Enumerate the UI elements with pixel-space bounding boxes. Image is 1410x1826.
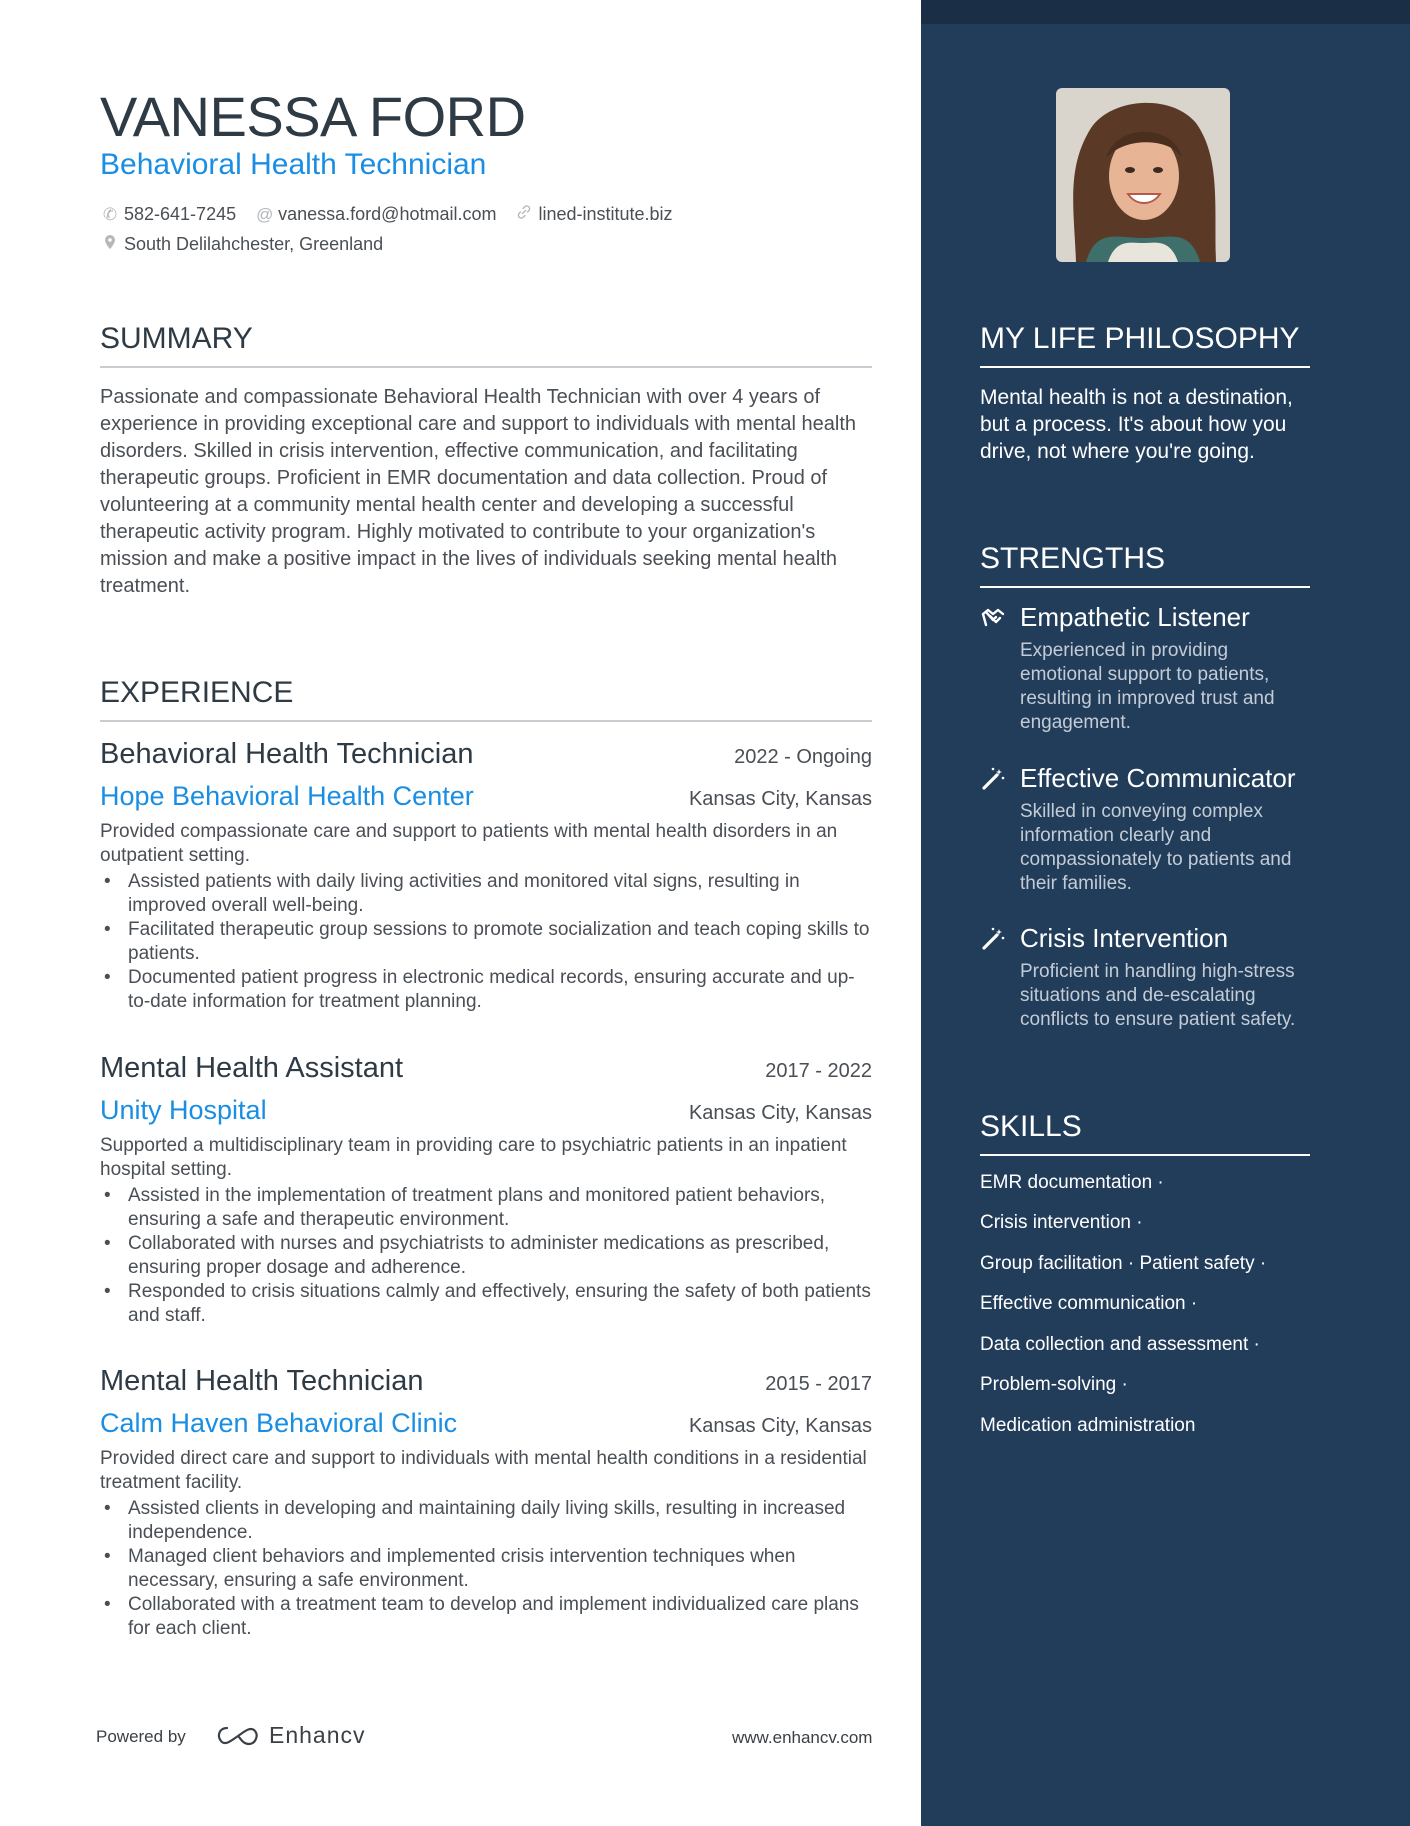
- candidate-name: VANESSA FORD: [100, 85, 526, 148]
- location-item: [102, 234, 383, 255]
- skills-heading: SKILLS: [980, 1110, 1310, 1156]
- job-description: Supported a multidisciplinary team in providing care to psychiatric patients in an inpatient hospital setting.: [100, 1135, 847, 1180]
- phone-icon: ✆: [102, 204, 118, 224]
- job-entry: [100, 1052, 872, 1328]
- job-title: Behavioral Health Technician: [100, 738, 474, 770]
- powered-by-label: Powered by: [96, 1727, 186, 1746]
- skill-line: Medication administration: [980, 1415, 1196, 1436]
- job-bullet: • Assisted patients with daily living activities and monitored vital signs, resulting in improved overall well-being.: [128, 870, 872, 918]
- job-description: Provided compassionate care and support to patients with mental health disorders in an outpatient setting.: [100, 821, 838, 866]
- job-title: Mental Health Assistant: [100, 1052, 404, 1084]
- magic-wand-icon: [980, 926, 1006, 952]
- strength-title: Empathetic Listener: [1020, 602, 1250, 632]
- strength-item: [980, 602, 1310, 735]
- location-row: [102, 234, 403, 255]
- job-title: Mental Health Technician: [100, 1365, 424, 1397]
- job-bullet: • Collaborated with a treatment team to develop and implement individualized care plans for each client.: [128, 1593, 872, 1641]
- job-date: 2022 - Ongoing: [734, 746, 872, 768]
- strength-item: [980, 923, 1310, 1032]
- skill-line: Data collection and assessment ·: [980, 1334, 1260, 1355]
- job-entry: [100, 1365, 872, 1641]
- job-bullet: • Assisted clients in developing and maintaining daily living skills, resulting in increased independence.: [128, 1497, 872, 1545]
- handshake-icon: [980, 605, 1006, 631]
- summary-heading: SUMMARY: [100, 322, 872, 368]
- strength-description: Experienced in providing emotional support to patients, resulting in improved trust and engagement.: [1020, 640, 1275, 733]
- at-icon: @: [256, 204, 274, 224]
- skill-line: EMR documentation ·: [980, 1172, 1164, 1193]
- sidebar: [921, 0, 1410, 1826]
- skill-line: Effective communication ·: [980, 1293, 1198, 1314]
- job-company: Hope Behavioral Health Center: [100, 781, 474, 811]
- job-location: Kansas City, Kansas: [688, 788, 872, 810]
- job-bullet: • Managed client behaviors and implemented crisis intervention techniques when necessary, ensuring a safe environment.: [128, 1545, 872, 1593]
- strength-description: Proficient in handling high-stress situations and de-escalating conflicts to ensure patient safety.: [1020, 961, 1296, 1030]
- job-bullet: • Collaborated with nurses and psychiatrists to administer medications as prescribed, ensuring proper dosage and adherence.: [128, 1232, 872, 1280]
- website-item[interactable]: [516, 204, 672, 225]
- skill-line: Crisis intervention ·: [980, 1212, 1143, 1233]
- link-icon: [516, 204, 532, 225]
- philosophy-text: Mental health is not a destination, but a process. It's about how you drive, not where you're going.: [980, 386, 1293, 463]
- job-bullet: • Assisted in the implementation of treatment plans and monitored patient behaviors, ensuring a safe and therapeutic environment.: [128, 1184, 872, 1232]
- contact-row: [102, 204, 693, 225]
- job-bullet: • Facilitated therapeutic group sessions to promote socialization and teach coping skills to patients.: [128, 918, 872, 966]
- location-text: South Delilahchester, Greenland: [124, 234, 384, 254]
- enhancv-logo-icon: [215, 1724, 261, 1748]
- job-date: 2015 - 2017: [765, 1373, 872, 1395]
- footer-url[interactable]: www.enhancv.com: [732, 1728, 873, 1747]
- summary-text: Passionate and compassionate Behavioral Health Technician with over 4 years of experience in providing exceptional care and support to individuals with mental health disorders. Skilled in crisis intervention, effective communication, and facilitating therapeutic groups. Proficient in EMR documentation and data collection. Proud of volunteering at a community mental health center and developing a successful therapeutic activity program. Highly motivated to contribute to your organization's mission and make a positive impact in the lives of individuals seeking mental health treatment.: [100, 386, 857, 597]
- enhancv-logo[interactable]: [215, 1722, 366, 1749]
- phone-text: 582-641-7245: [124, 204, 237, 224]
- strength-item: [980, 763, 1310, 896]
- job-company: Unity Hospital: [100, 1095, 267, 1125]
- job-description: Provided direct care and support to individuals with mental health conditions in a residential treatment facility.: [100, 1448, 867, 1493]
- philosophy-heading: MY LIFE PHILOSOPHY: [980, 322, 1310, 368]
- phone-item: [102, 204, 236, 225]
- job-company: Calm Haven Behavioral Clinic: [100, 1408, 458, 1438]
- enhancv-logo-text: Enhancv: [269, 1722, 366, 1748]
- strength-title: Effective Communicator: [1020, 763, 1296, 793]
- strength-description: Skilled in conveying complex information clearly and compassionately to patients and their families.: [1020, 801, 1292, 894]
- magic-wand-icon: [980, 766, 1006, 792]
- skill-line: Group facilitation · Patient safety ·: [980, 1253, 1267, 1274]
- job-date: 2017 - 2022: [765, 1060, 872, 1082]
- job-bullets: [100, 870, 872, 1014]
- sidebar-top-bar: [921, 0, 1410, 24]
- map-pin-icon: [102, 234, 118, 255]
- job-bullets: [100, 1497, 872, 1641]
- experience-heading: EXPERIENCE: [100, 676, 872, 722]
- job-entry: [100, 738, 872, 1014]
- job-location: Kansas City, Kansas: [688, 1415, 872, 1437]
- profile-photo: [1056, 88, 1230, 262]
- strengths-heading: STRENGTHS: [980, 542, 1310, 588]
- job-bullet: • Responded to crisis situations calmly and effectively, ensuring the safety of both patients and staff.: [128, 1280, 872, 1328]
- skill-line: Problem-solving ·: [980, 1374, 1128, 1395]
- email-item[interactable]: [256, 204, 496, 225]
- website-text[interactable]: lined-institute.biz: [538, 204, 673, 224]
- job-bullets: [100, 1184, 872, 1328]
- email-text[interactable]: vanessa.ford@hotmail.com: [278, 204, 497, 224]
- job-bullet: • Documented patient progress in electronic medical records, ensuring accurate and up-to-date information for treatment planning.: [128, 966, 872, 1014]
- job-location: Kansas City, Kansas: [688, 1102, 872, 1124]
- candidate-title: Behavioral Health Technician: [100, 148, 487, 181]
- strength-title: Crisis Intervention: [1020, 923, 1229, 953]
